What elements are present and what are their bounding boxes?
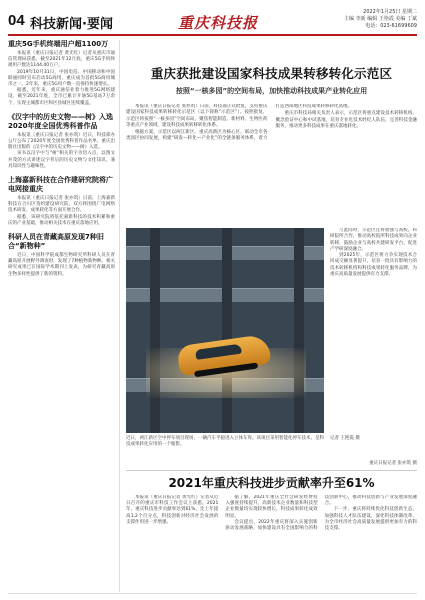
news-brief — [8, 113, 115, 170]
page-header — [8, 6, 417, 36]
article-paragraph: 重庆市科技局相关负责人表示，示范区将重点建设技术转移机构、概念验证中心和中试基地，培育专业化技术经纪人队伍，完善科技金融服务，推动更多科技成果在重庆落地转化。 — [275, 111, 417, 129]
news-brief-title: 《汉字中的历史文物——树》入选2020年度全国优秀科普作品 — [8, 112, 113, 130]
newspaper-logo: 重庆科技报 — [178, 14, 259, 32]
main-subhead: 按照“一核多园”的空间布局，加快推动科技成果产业转化应用 — [175, 87, 368, 95]
article-paragraph: 下一步，重庆将持续优化科技创新生态，加强科技人才队伍建设，深化科技体制改革，为全市经济社会高质量发展提供更加有力的科技支撑。 — [324, 507, 417, 532]
second-headline: 2021年重庆科技进步贡献率升至61% — [126, 470, 417, 495]
header-meta — [307, 9, 417, 30]
news-photo — [126, 228, 324, 433]
news-brief-paragraph: 据悉，该研究院将依托嘉新科技的技术积累和重庆的产业基础，推动相关技术在重庆落地应用。 — [8, 214, 115, 226]
header-meta-line: 电话：023-61699609 — [365, 23, 417, 29]
news-brief-paragraph: 近日，中国科学院成都生物研究所科研人员在青藏高原开展野外调查时，发现了7种植物新物种。相关研究成果已在国际学术期刊上发表，为研究青藏高原生物多样性提供了新的资料。 — [8, 253, 115, 277]
article-paragraph: 本报讯（重庆日报记者 张亦筑）日前，科技部正式批复，支持重庆建设国家科技成果转移转化示范区（以下简称“示范区”）。按照批复，示范区将按照“一核多园”空间布局，聚焦智能制造、新材料、生物医药等重点产业领域，建设科技成果转移转化体系。 — [126, 104, 268, 128]
steel-pillar — [150, 228, 160, 433]
article-byline: 重庆日报记者 张亦筑 摄 — [369, 461, 417, 466]
page-number: 04 — [8, 12, 25, 29]
main-article-continued — [330, 228, 417, 433]
news-brief-paragraph: 本报讯（重庆日报记者 张亦筑）近日，科技部办公厅公布了2020年度全国优秀科普作品名单，重庆出版社出版的《汉字中的历史文物——树》入选。 — [8, 132, 115, 151]
main-article-lead — [126, 104, 417, 220]
article-paragraph: 据了解，2021年重庆全社会研发经费投入强度持续提升，高新技术企业数量和科技型企业数量均实现较快增长，科技成果转化成效明显。 — [225, 495, 318, 519]
news-brief-title: 上海嘉新科技在合作建研究院将广电网接重庆 — [8, 176, 113, 194]
news-brief-paragraph: 2019年10月31日，中国电信、中国移动和中国联通同时宣布启动5G商用，重庆成为首批5G商用城市之一。2年来，重庆5G用户数一直保持快速增长。 — [8, 69, 115, 88]
second-article-body — [126, 495, 417, 600]
news-brief-paragraph: 本报讯（重庆日报记者 黄光红）记者从重庆市通信管理局获悉，截至2021年12月底，重庆5G手机终端用户数达1144.40万户。 — [8, 51, 115, 69]
news-brief — [8, 40, 115, 107]
steel-pillar — [222, 228, 232, 433]
section-title: 科技新闻·要闻 — [30, 17, 113, 32]
news-brief — [8, 233, 115, 278]
main-column — [126, 40, 417, 592]
photo-caption: 近日，两江新区空中停车项目现场，一辆汽车平稳进入立体车库。该项目采用智能化停车技术，是科技成果转化应用的一个缩影。 — [126, 436, 324, 447]
news-brief-paragraph: 该书以汉字中与“树”相关的字为切入点，以图文并茂的方式讲述汉字背后的历史文物与文化知识，兼具知识性与趣味性。 — [8, 151, 115, 169]
header-meta-line: 2022年1月25日 星期二 — [363, 9, 417, 15]
news-brief-paragraph: 本报讯（重庆日报记者 张亦筑）日前，上海嘉新科技在合川区签约建设研究院，双方将围绕广电网络技术研发、成果转化等方面开展合作。 — [8, 196, 115, 214]
news-brief-title: 科研人员在青藏高原发现7种旧合“新物种” — [8, 233, 104, 251]
article-paragraph: 会议提出，2022年重庆将深入实施创新驱动发展战略，加快建设具有全国影响力的科技创新中心，推动科技创新与产业发展深度融合。 — [225, 495, 417, 532]
news-brief-paragraph: 据悉，近年来，重庆通信业着力推进5G网络建设，截至2021年底，全市已累计开通5G基站7万余个，实现主城都市区和区县城区连续覆盖。 — [8, 88, 115, 106]
article-paragraph: 到2025年，示范区将力争实现技术合同成交额显著提升，培育一批具有影响力的技术转移机构和科技成果转化服务品牌，为重庆高质量发展提供有力支撑。 — [330, 253, 417, 278]
bottom-rule — [8, 593, 417, 594]
article-paragraph: 与此同时，示范区还将加强与高校、科研院所合作，推动高校院所科技成果向企业转移，鼓励企业与高校共建研发平台，促进产学研深度融合。 — [330, 228, 417, 252]
main-headline: 重庆获批建设国家科技成果转移转化示范区 — [150, 66, 393, 81]
article-paragraph: 根据方案，示范区以两江新区、重庆高新区为核心区，联动全市各类园区协同发展，构建“研发—转化—产业化”的全链条服务体系，着力打造西部地区科技成果转移转化高地。 — [126, 104, 352, 142]
second-article — [126, 470, 417, 600]
news-brief-title: 重庆5G手机终端用户超1100万 — [8, 40, 109, 48]
article-paragraph: 本报讯（重庆日报记者 黄光红）记者从近日召开的重庆市科技工作会议上获悉，2021年，重庆科技进步贡献率达到61%，比上年提高1.2个百分点，科技创新对经济社会发展的支撑作用进一步增强。 — [126, 495, 219, 525]
steel-pillar — [294, 228, 304, 433]
news-brief — [8, 176, 115, 227]
photo-credit: 记者 王艳霞 摄 — [330, 436, 360, 441]
left-column — [8, 40, 120, 592]
header-meta-line: 主编 李新 编辑 王艳霞 美编 丁斌 — [344, 16, 417, 22]
